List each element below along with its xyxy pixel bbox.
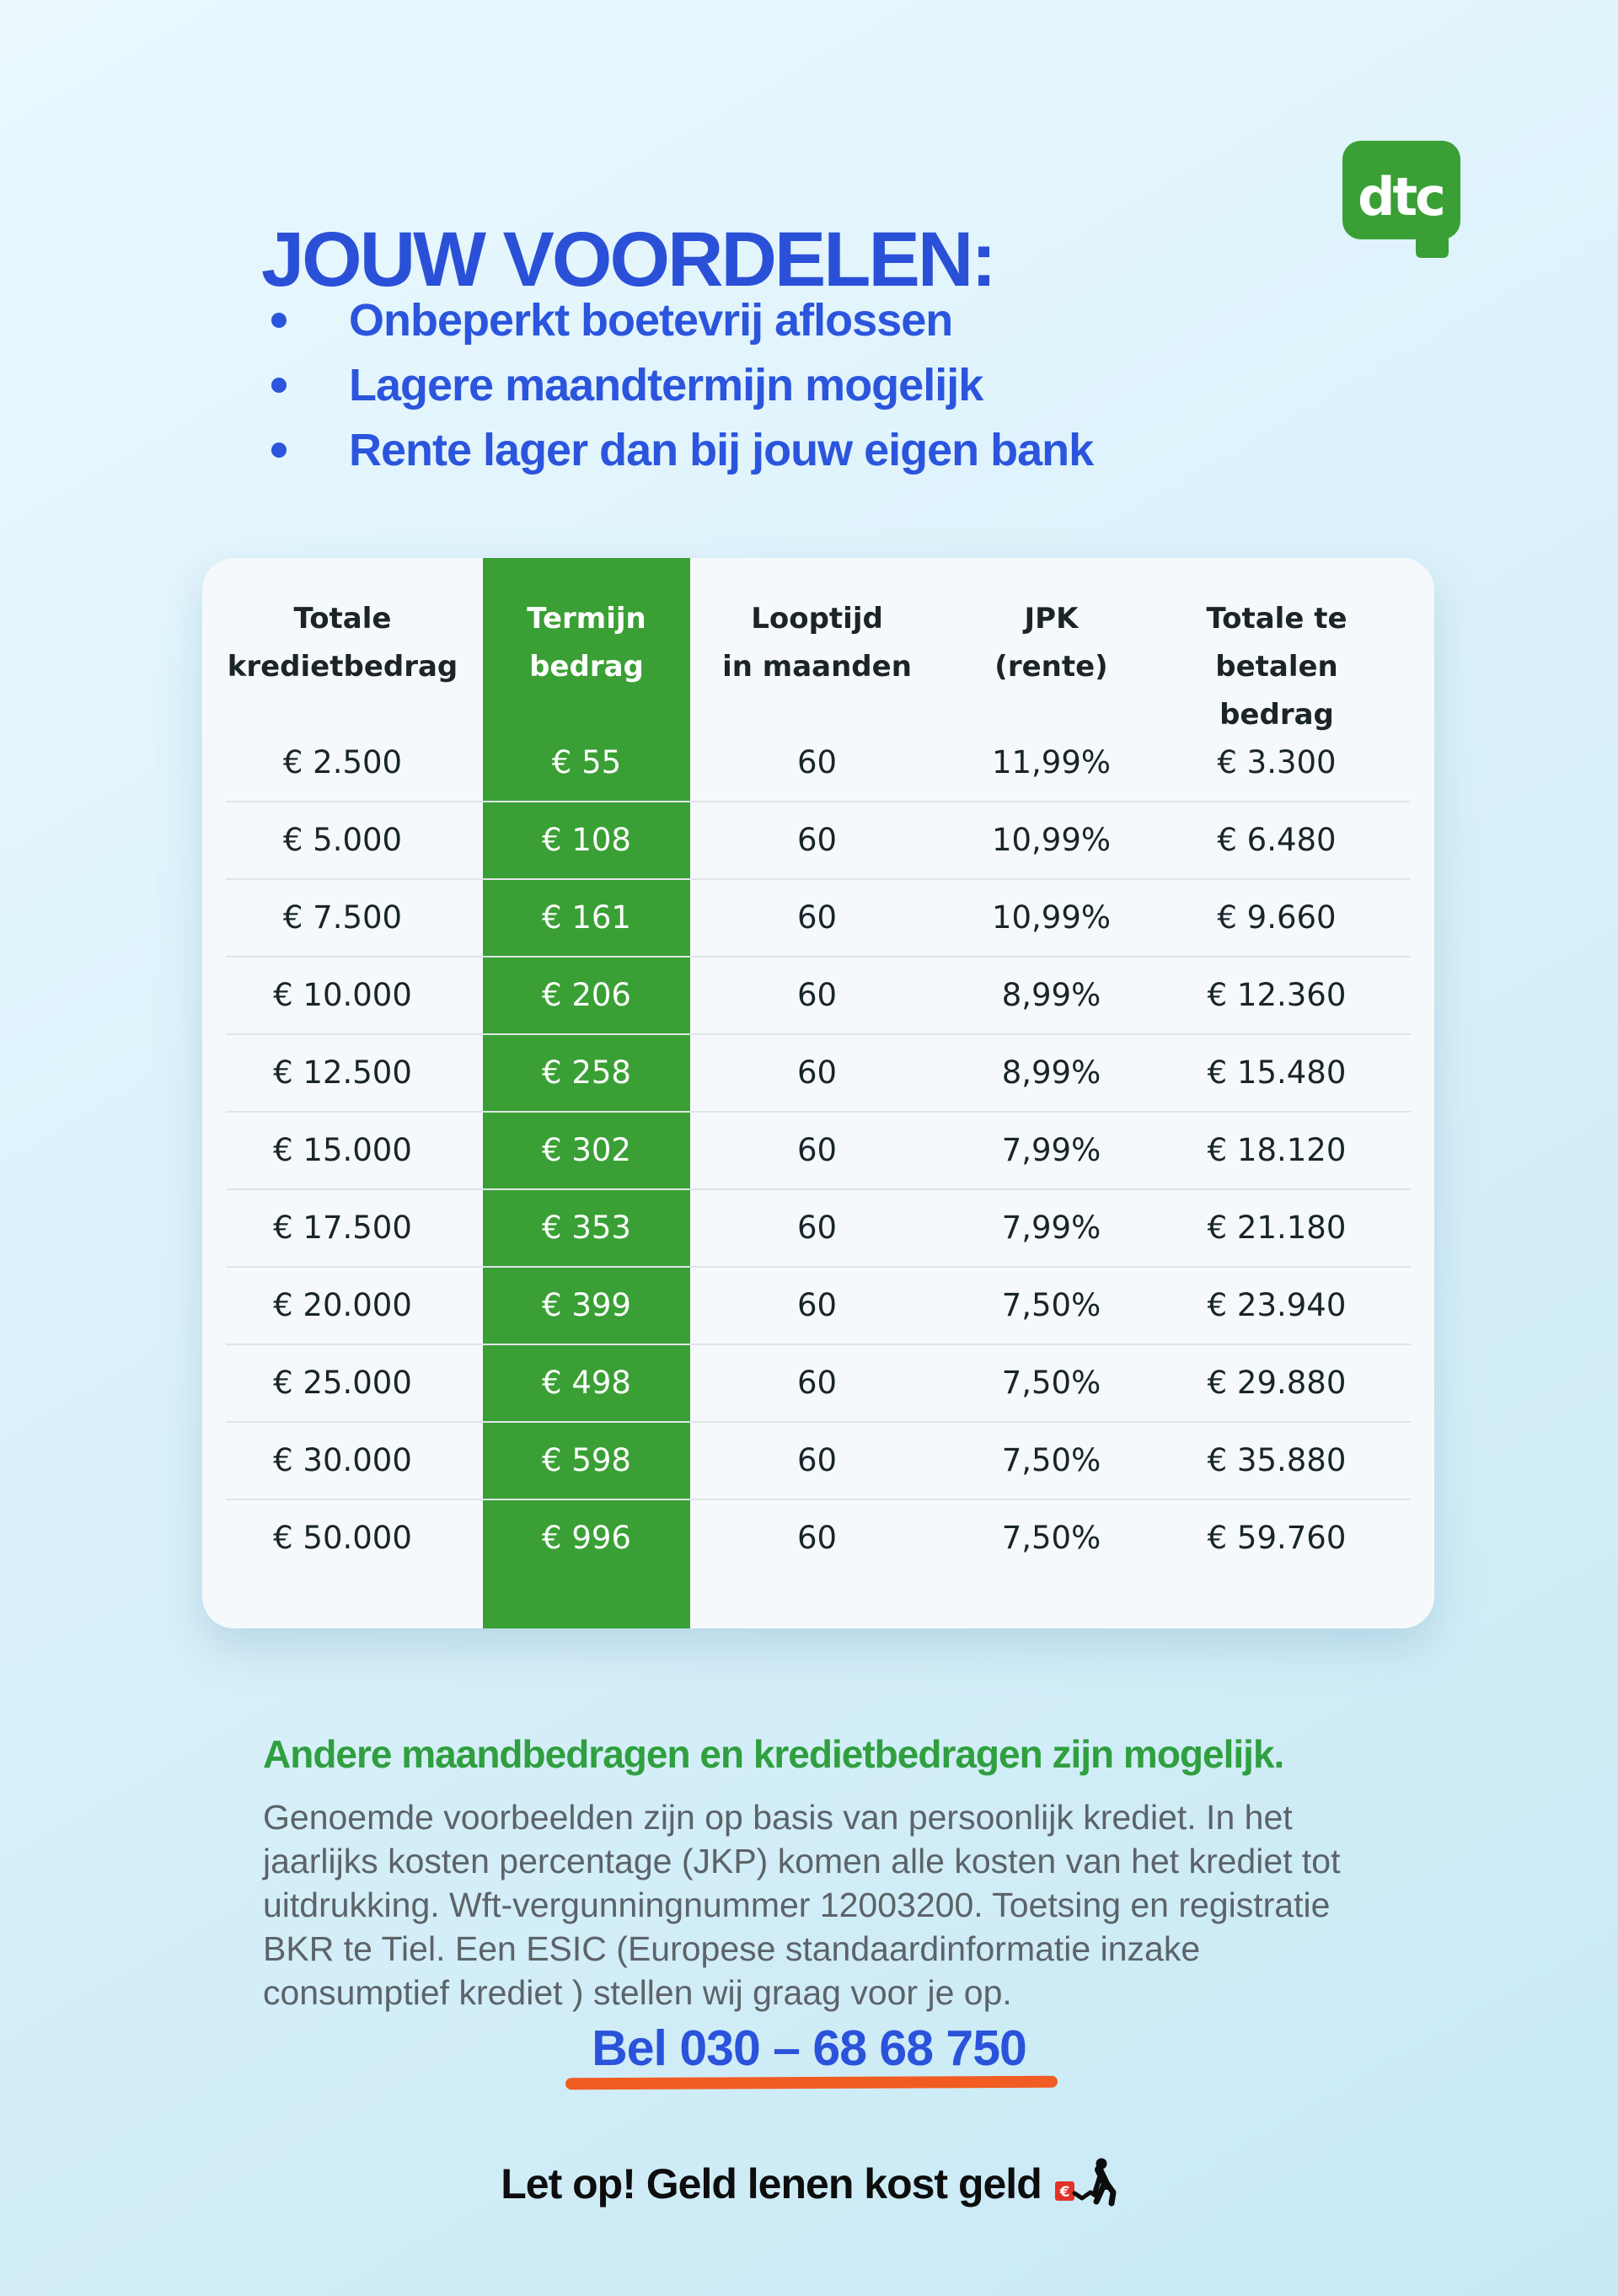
table-cell: 60 [796,1131,838,1168]
column-header: Totale te betalen bedrag [1206,602,1347,732]
page-title: JOUW VOORDELEN: [261,216,994,303]
benefit-item [271,362,1093,409]
table-cell: 7,50% [1001,1441,1101,1478]
table-cell: 60 [796,1054,838,1091]
table-cell: 60 [796,1519,838,1556]
table-row [202,1111,1434,1188]
table-cell: € 6.480 [1217,821,1337,858]
table-cell: € 2.500 [282,743,403,781]
table-cell: € 35.880 [1207,1441,1347,1478]
table-cell: 7,99% [1001,1209,1101,1246]
speech-bubble-icon [1342,140,1461,260]
benefit-label: Lagere maandtermijn mogelijk [349,360,983,410]
table-row [202,1033,1434,1111]
disclaimer-line: uitdrukking. Wft-vergunningnummer 12003200. Toetsing en registratie [263,1886,1331,1924]
table-cell: 60 [796,743,838,781]
table-cell: € 25.000 [273,1364,412,1401]
table-cell: 8,99% [1001,1054,1101,1091]
table-cell: € 12.360 [1207,976,1347,1013]
table-row [202,956,1434,1033]
other-amounts-heading: Andere maandbedragen en kredietbedragen zijn mogelijk. [263,1732,1284,1776]
table-cell: € 3.300 [1217,743,1337,781]
disclaimer-line: consumptief krediet ) stellen wij graag voor je op. [263,1973,1012,2012]
dtc-logo-text: dtc [1358,166,1444,228]
table-cell: € 30.000 [273,1441,412,1478]
table-cell: 7,50% [1001,1519,1101,1556]
table-row [202,878,1434,956]
table-cell: 7,50% [1001,1286,1101,1323]
column-header: JPK (rente) [994,602,1108,684]
table-cell: € 20.000 [273,1286,412,1323]
table-cell: 60 [796,1286,838,1323]
disclaimer-text [263,1795,1341,2014]
column-header: Looptijd in maanden [722,602,912,684]
table-cell: € 17.500 [273,1209,412,1246]
table-cell: € 302 [542,1131,631,1168]
benefit-item [271,297,1093,344]
table-row [202,1499,1434,1576]
table-row [202,1344,1434,1421]
phone-link[interactable]: Bel 030 – 68 68 750 [592,2020,1026,2076]
column-header: Termijn bedrag [527,602,646,684]
table-cell: € 399 [542,1286,631,1323]
table-cell: € 29.880 [1207,1364,1347,1401]
table-cell: € 598 [542,1441,631,1478]
table-cell: € 5.000 [282,821,403,858]
table-cell: € 55 [551,743,622,781]
table-cell: € 353 [542,1209,631,1246]
bullet-icon [271,378,287,393]
benefit-item [271,426,1093,474]
table-cell: € 9.660 [1217,899,1337,936]
table-cell: € 15.480 [1207,1054,1347,1091]
table-header [202,558,1434,732]
phone-underline-decoration [565,2076,1058,2090]
table-cell: 60 [796,821,838,858]
table-cell: € 21.180 [1207,1209,1347,1246]
rates-table [202,558,1434,1628]
table-cell: 11,99% [991,743,1112,781]
disclaimer-line: jaarlijks kosten percentage (JKP) komen alle kosten van het krediet tot [263,1842,1341,1880]
bullet-icon [271,313,287,328]
loan-warning [0,2158,1618,2207]
table-cell: 60 [796,899,838,936]
table-cell: € 23.940 [1207,1286,1347,1323]
table-cell: 10,99% [991,899,1112,936]
table-row [202,1188,1434,1266]
table-cell: € 12.500 [273,1054,412,1091]
table-cell: € 10.000 [273,976,412,1013]
table-body [202,723,1434,1576]
table-row [202,1266,1434,1344]
table-row [202,801,1434,878]
warning-text: Let op! Geld lenen kost geld [501,2160,1042,2207]
table-cell: € 996 [542,1519,631,1556]
table-cell: € 498 [542,1364,631,1401]
disclaimer-line: BKR te Tiel. Een ESIC (Europese standaardinformatie inzake [263,1929,1201,1968]
table-cell: 7,99% [1001,1131,1101,1168]
disclaimer-line: Genoemde voorbeelden zijn op basis van persoonlijk krediet. In het [263,1798,1293,1837]
table-cell: 7,50% [1001,1364,1101,1401]
table-cell: 60 [796,1364,838,1401]
column-header: Totale kredietbedrag [227,602,458,684]
table-cell: 8,99% [1001,976,1101,1013]
table-cell: 60 [796,976,838,1013]
table-cell: € 50.000 [273,1519,412,1556]
table-cell: € 59.760 [1207,1519,1347,1556]
table-cell: € 206 [542,976,631,1013]
benefit-label: Onbeperkt boetevrij aflossen [349,295,953,346]
table-cell: 60 [796,1441,838,1478]
svg-text:€: € [1059,2184,1070,2201]
benefit-label: Rente lager dan bij jouw eigen bank [349,425,1094,475]
money-burden-icon [1053,2158,1117,2207]
table-cell: € 161 [542,899,631,936]
table-cell: € 18.120 [1207,1131,1347,1168]
table-cell: € 15.000 [273,1131,412,1168]
table-cell: 10,99% [991,821,1112,858]
table-row [202,1421,1434,1499]
table-cell: € 108 [542,821,631,858]
table-cell: 60 [796,1209,838,1246]
table-row [202,723,1434,801]
bullet-icon [271,443,287,458]
benefits-list [271,297,1093,491]
table-cell: € 258 [542,1054,631,1091]
dtc-logo [1342,140,1461,260]
table-cell: € 7.500 [282,899,403,936]
